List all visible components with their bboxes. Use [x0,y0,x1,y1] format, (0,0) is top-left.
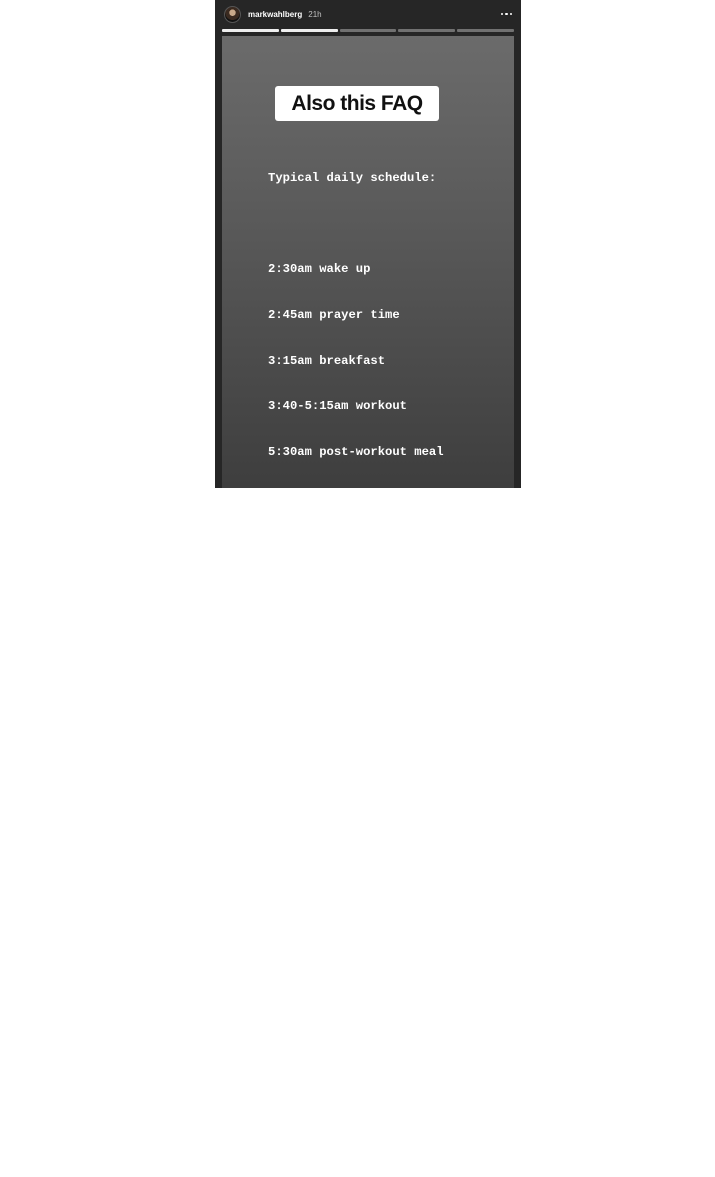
schedule-line: 1:00pm lunch [268,811,356,825]
username[interactable]: markwahlberg [248,9,303,19]
schedule-text [268,140,512,1177]
story-viewer[interactable] [215,0,521,1146]
schedule-line: 3:15am breakfast [268,353,386,368]
schedule-line: 7:30am golf [268,536,349,551]
schedule-line: 6:00am shower [268,490,364,505]
schedule-title: Typical daily schedule: [268,170,437,185]
progress-segment [281,29,338,32]
progress-segment [222,29,279,32]
schedule-line: 8:00am snack [268,582,356,597]
schedule-line: 11:00am family time/ [268,719,415,734]
schedule-line: 10:30am snack [268,673,364,688]
schedule-line: 2:30am wake up [268,262,371,276]
schedule-line: 3:00pm pick up kids @ school [268,902,473,917]
schedule-line: 2:45am prayer time [268,307,400,322]
schedule-line: 2:00pm meetings/work calls [268,856,459,871]
schedule-line: 3:40-5:15am workout [268,399,407,414]
schedule-line: 7:30pm bedtime [268,1131,371,1146]
schedule-line-workout-2 [268,994,512,1009]
text-sticker: Also this FAQ [275,86,439,121]
progress-segment [398,29,455,32]
hashtag-link[interactable]: #2 [377,994,393,1008]
schedule-line: 9:30am cryo chamber recovery [268,628,473,642]
more-horizontal-icon[interactable] [499,9,514,19]
workout-2-prefix: 4:00pm workout [268,994,378,1008]
schedule-line: meetings/work calls [268,765,407,780]
schedule-line: 5:30pm dinner/family time [268,1085,451,1100]
schedule-line: 3:30pm snack [268,948,356,963]
blank-line [268,216,512,231]
progress-segment [457,29,514,32]
schedule-line: 5:30am post-workout meal [268,445,444,459]
timestamp: 21h [308,9,322,19]
story-content [222,36,514,1146]
story-progress-bar [222,29,514,32]
avatar[interactable] [224,6,241,23]
schedule-line: 5:00pm shower [268,1039,364,1054]
story-header [224,4,514,24]
progress-segment [340,29,397,32]
